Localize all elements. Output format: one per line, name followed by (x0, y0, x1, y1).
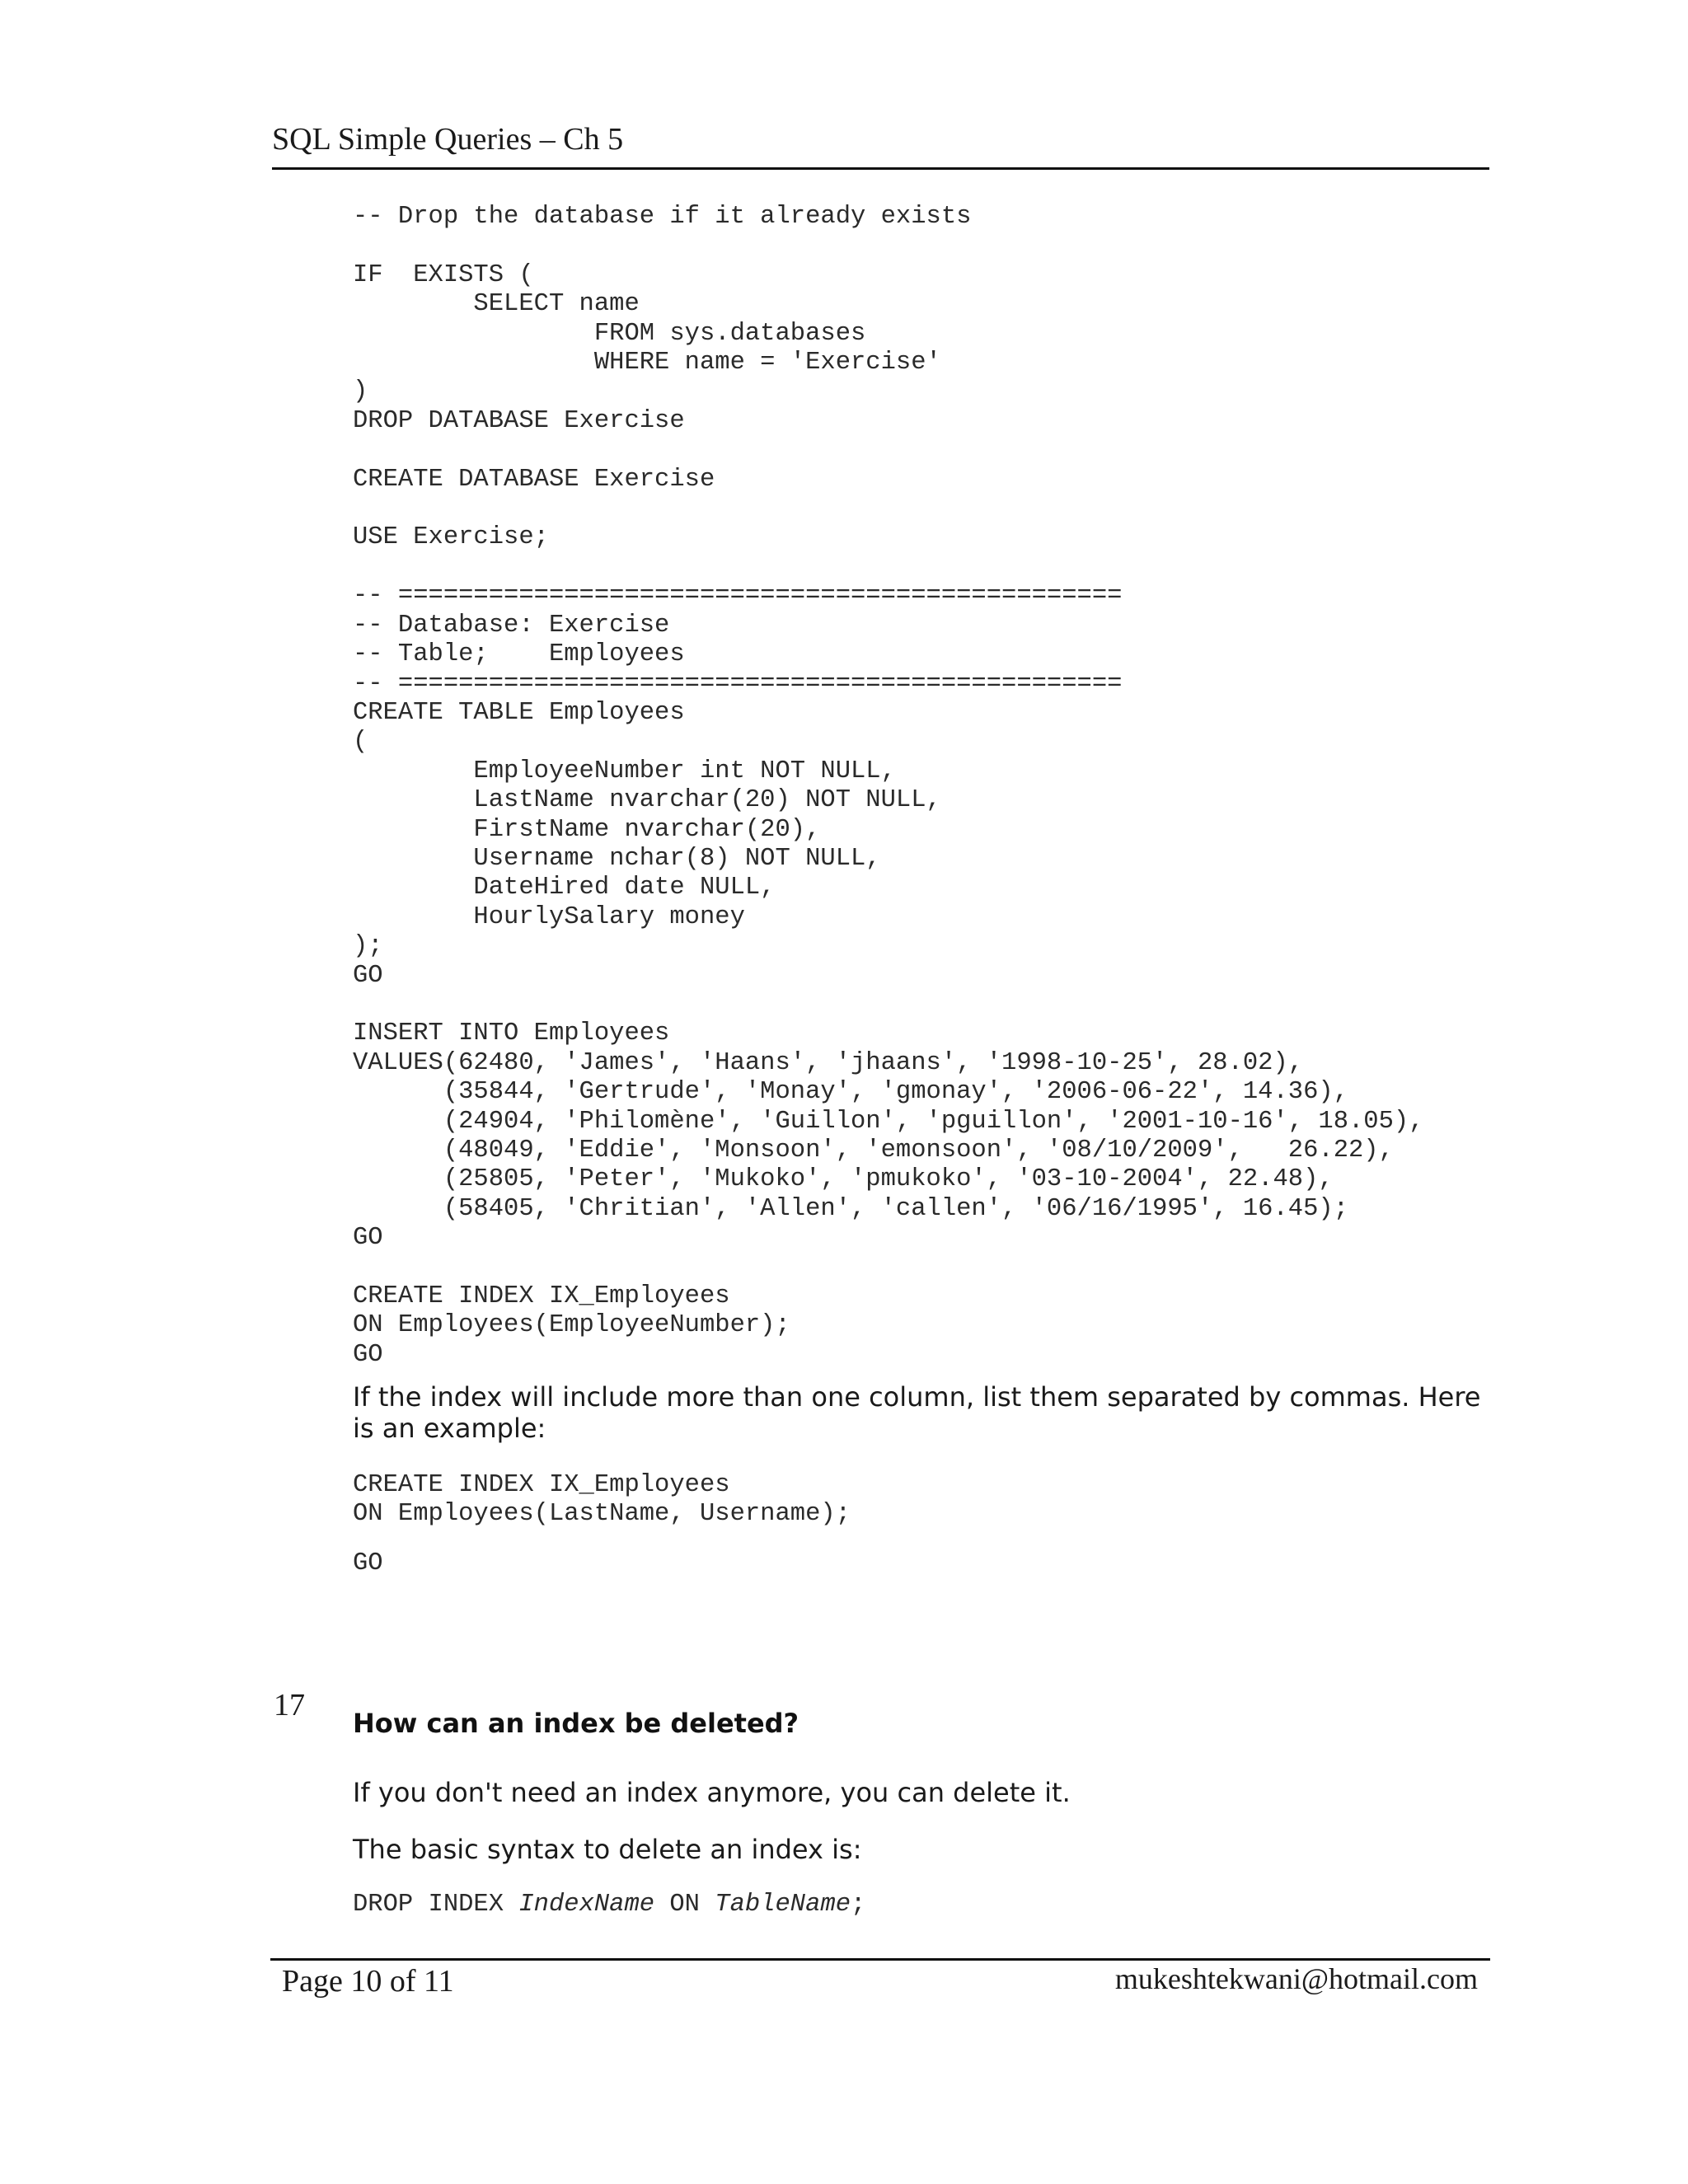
on-keyword: ON (654, 1891, 715, 1919)
index-name-placeholder: IndexName (518, 1891, 655, 1919)
paragraph-syntax-intro: The basic syntax to delete an index is: (353, 1834, 862, 1865)
header-divider (272, 167, 1489, 170)
paragraph-delete-index: If you don't need an index anymore, you can delete it. (353, 1777, 1071, 1808)
drop-keyword: DROP INDEX (353, 1891, 519, 1919)
page-header-title: SQL Simple Queries – Ch 5 (272, 122, 624, 157)
footer-email: mukeshtekwani@hotmail.com (1114, 1962, 1478, 1995)
footer-divider (270, 1958, 1490, 1961)
sql-drop-index-syntax (353, 1891, 865, 1919)
statement-terminator: ; (851, 1891, 866, 1919)
sql-code-block-create-table: -- Drop the database if it already exists IF EXISTS ( SELECT name FROM sys.databases WHERE name = 'Exercise' ) DROP DATABASE Exercise CREATE DATABASE Exercise USE Exercise; -- ================================================ -- Database: Exercise -- Table; Employees -- ================================================ CREATE TABLE Employees ( EmployeeNumber int NOT NULL, LastName nvarchar(20) NOT NULL, FirstName nvarchar(20), Username nchar(8) NOT NULL, DateHired date NULL, HourlySalary money ); GO INSERT INTO Employees VALUES(62480, 'James', 'Haans', 'jhaans', '1998-10-25', 28.02), (35844, 'Gertrude', 'Monay', 'gmonay', '2006-06-22', 14.36), (24904, 'Philomène', 'Guillon', 'pguillon', '2001-10-16', 18.05), (48049, 'Eddie', 'Monsoon', 'emonsoon', '08/10/2009', 26.22), (25805, 'Peter', 'Mukoko', 'pmukoko', '03-10-2004', 22.48), (58405, 'Chritian', 'Allen', 'callen', '06/16/1995', 16.45); GO CREATE INDEX IX_Employees ON Employees(EmployeeNumber); GO (353, 203, 1424, 1369)
sql-code-example-multi-column: CREATE INDEX IX_Employees ON Employees(LastName, Username); (353, 1471, 851, 1529)
sql-code-example-go: GO (353, 1549, 383, 1577)
question-number: 17 (274, 1688, 305, 1722)
question-heading: How can an index be deleted? (353, 1708, 799, 1739)
table-name-placeholder: TableName (715, 1891, 851, 1919)
paragraph-multi-column-index: If the index will include more than one column, list them separated by commas. Here is an example: (353, 1381, 1481, 1444)
footer-page-number: Page 10 of 11 (282, 1964, 454, 1999)
